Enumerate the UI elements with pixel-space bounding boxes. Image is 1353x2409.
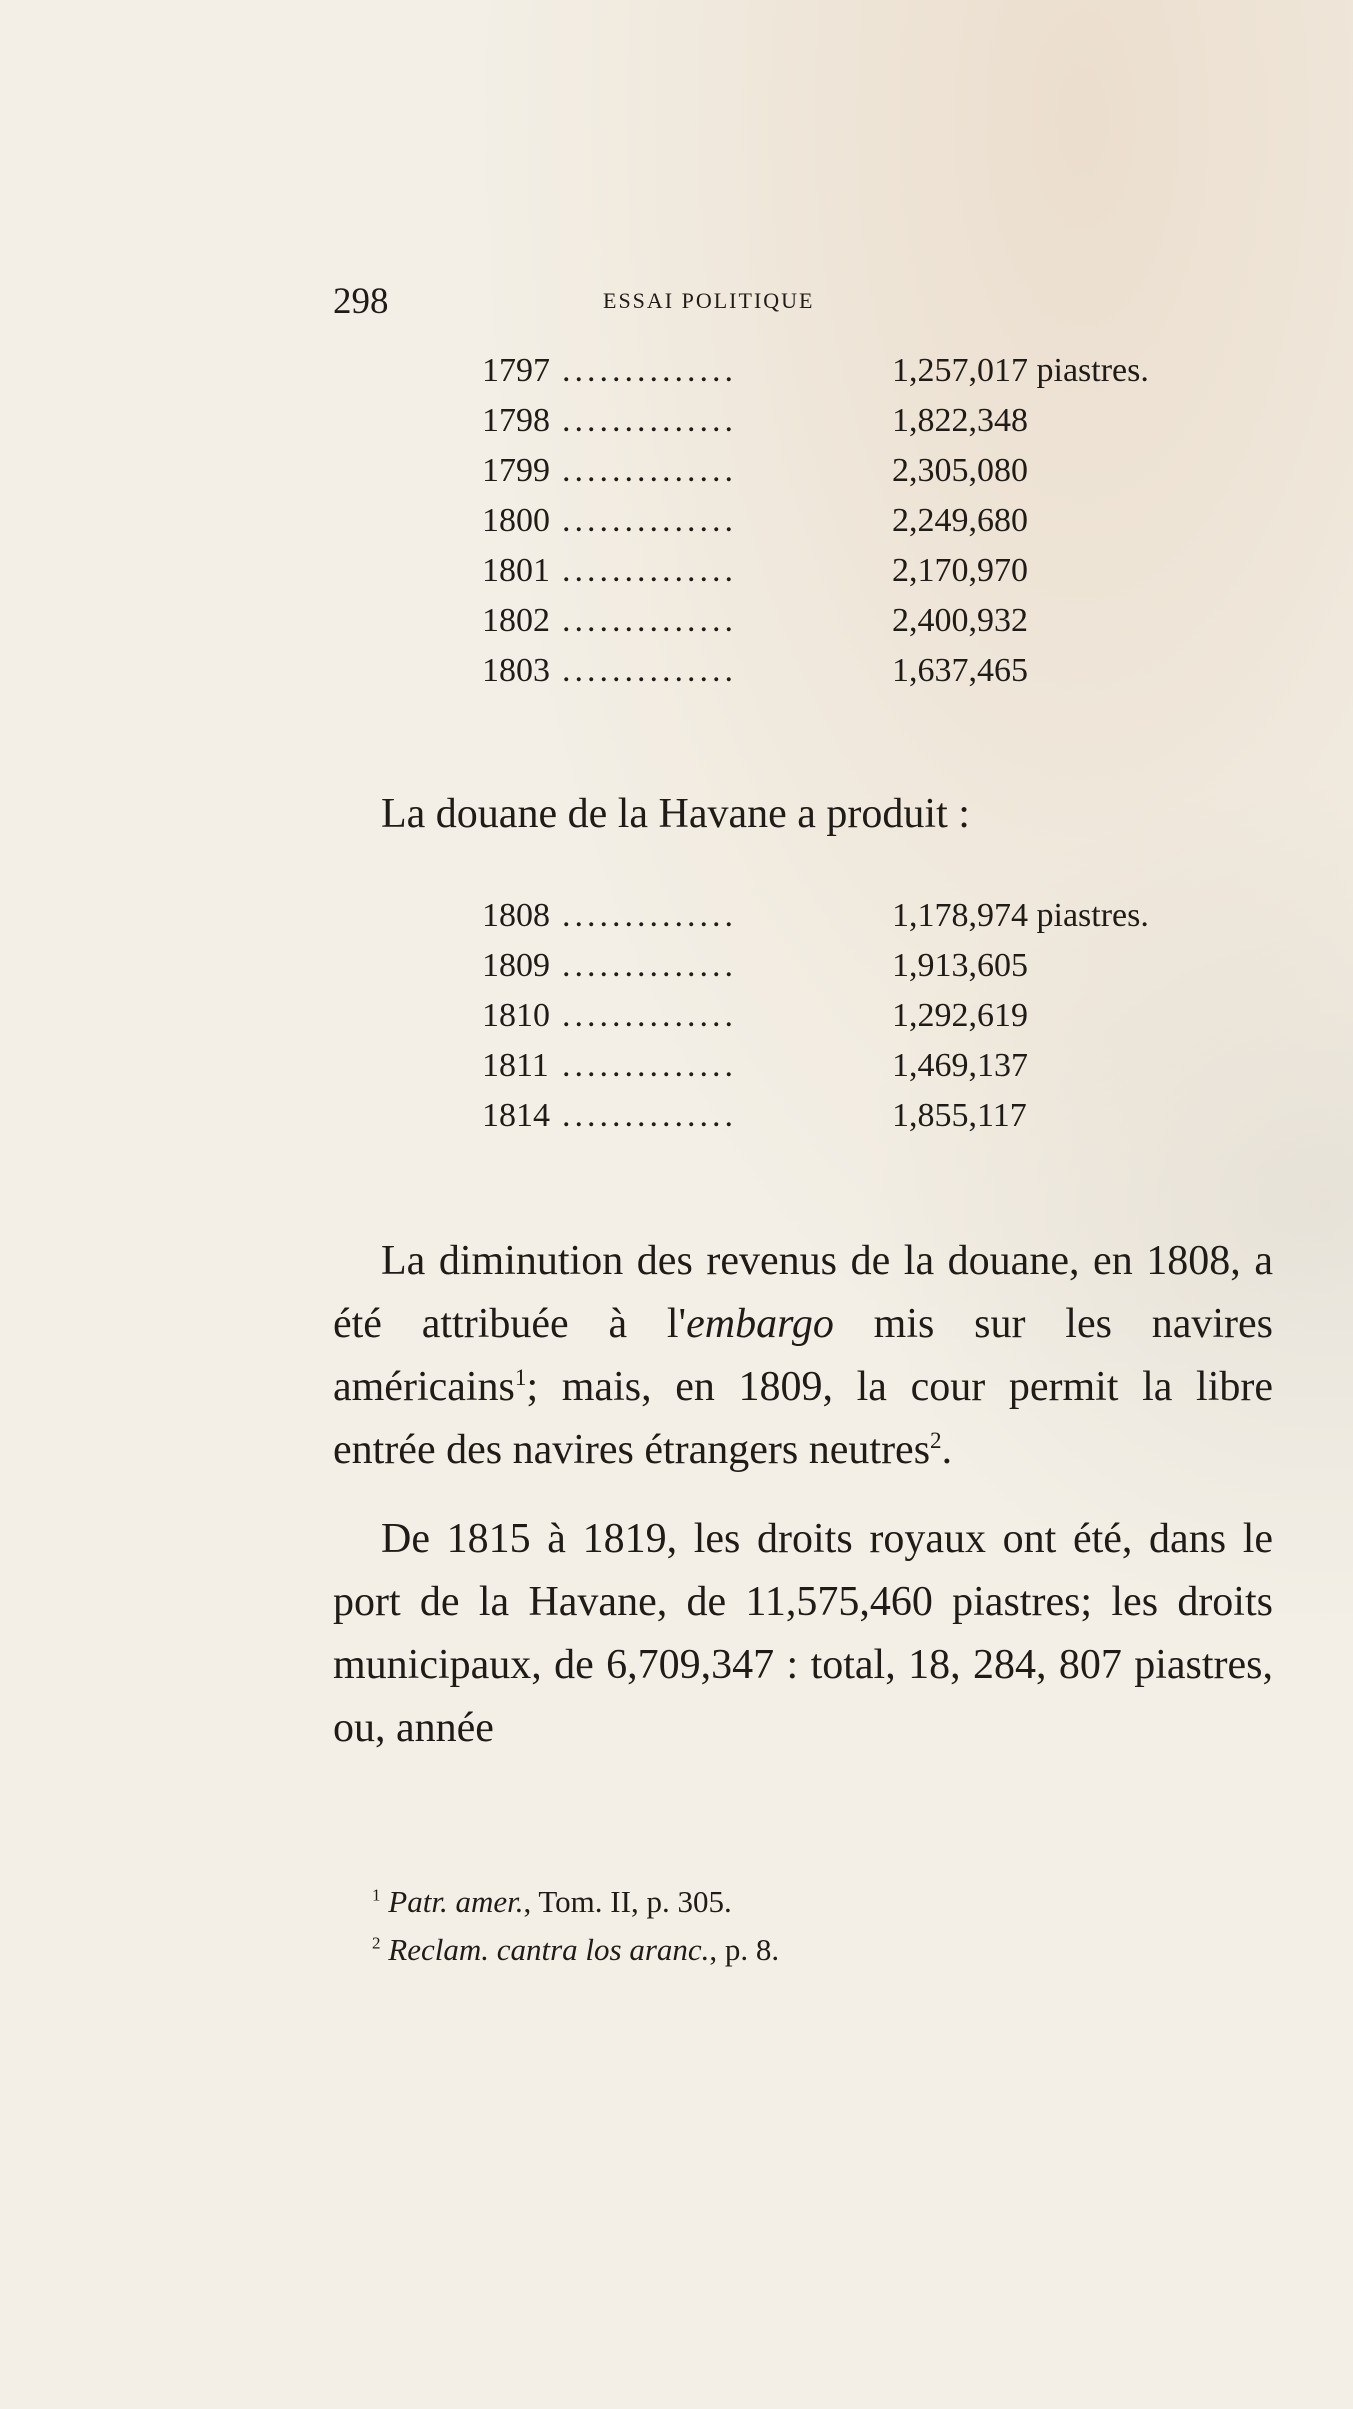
table-row	[482, 947, 1242, 997]
footnote-source: Patr. amer.	[388, 1884, 524, 1919]
revenue-table-2	[482, 897, 1242, 1147]
leader-dots: ..............	[562, 897, 737, 934]
section-subtitle: La douane de la Havane a produit :	[381, 791, 970, 837]
leader-dots: ..............	[562, 402, 737, 439]
footnote-number: 1	[372, 1885, 381, 1905]
value-cell: 1,913,605	[892, 947, 1028, 984]
value-cell: 1,257,017 piastres.	[892, 352, 1149, 389]
table-row	[482, 897, 1242, 947]
running-title: ESSAI POLITIQUE	[603, 288, 815, 313]
value-cell: 1,822,348	[892, 402, 1028, 439]
leader-dots: ..............	[562, 997, 737, 1034]
year-cell: 1801	[482, 552, 550, 589]
table-row	[482, 1097, 1242, 1147]
footnote	[372, 1878, 1232, 1926]
paragraph-text: De 1815 à 1819, les droits royaux ont été, dans le port de la Havane, de 11,575,460 piastres; les droits municipaux, de 6,709,347 : total, 18, 284, 807 piastres, ou, année	[333, 1516, 1273, 1751]
value-cell: 2,400,932	[892, 602, 1028, 639]
footnote-source: Reclam. cantra los aranc.	[388, 1932, 710, 1967]
table-row	[482, 452, 1242, 502]
value-cell: 1,855,117	[892, 1097, 1027, 1134]
table-row	[482, 997, 1242, 1047]
year-cell: 1802	[482, 602, 550, 639]
footnotes	[372, 1878, 1232, 1974]
table-row	[482, 502, 1242, 552]
value-cell: 2,249,680	[892, 502, 1028, 539]
value-cell: 1,469,137	[892, 1047, 1028, 1084]
page-number: 298	[333, 281, 389, 322]
year-cell: 1809	[482, 947, 550, 984]
table-row	[482, 402, 1242, 452]
table-row	[482, 602, 1242, 652]
year-cell: 1811	[482, 1047, 549, 1084]
leader-dots: ..............	[562, 652, 737, 689]
paragraph-text: La diminution des revenus de la douane, en 1808, a été attribuée à l'	[333, 1238, 1273, 1347]
table-row	[482, 552, 1242, 602]
footnote-text: , Tom. II, p. 305.	[523, 1884, 732, 1919]
year-cell: 1797	[482, 352, 550, 389]
leader-dots: ..............	[562, 1097, 737, 1134]
leader-dots: ..............	[562, 352, 737, 389]
paragraph-text: ; mais, en 1809, la cour permit la libre entrée des navires étrangers neutres	[333, 1364, 1273, 1473]
leader-dots: ..............	[562, 947, 737, 984]
footnote-text: , p. 8.	[709, 1932, 780, 1967]
paragraph-text: mis sur les navires américains	[333, 1301, 1274, 1410]
footnote	[372, 1926, 1232, 1974]
value-cell: 1,292,619	[892, 997, 1028, 1034]
leader-dots: ..............	[562, 552, 737, 589]
leader-dots: ..............	[562, 602, 737, 639]
leader-dots: ..............	[562, 502, 737, 539]
value-cell: 1,637,465	[892, 652, 1028, 689]
paragraph-customs-decline	[333, 1230, 1273, 1482]
value-cell: 1,178,974 piastres.	[892, 897, 1149, 934]
paragraph-text: .	[941, 1427, 953, 1473]
year-cell: 1799	[482, 452, 550, 489]
footnote-marker: 1	[514, 1364, 527, 1390]
year-cell: 1800	[482, 502, 550, 539]
page-header	[333, 280, 963, 320]
table-row	[482, 652, 1242, 702]
emphasis-text: embargo	[686, 1301, 834, 1347]
value-cell: 2,170,970	[892, 552, 1028, 589]
leader-dots: ..............	[562, 1047, 737, 1084]
table-row	[482, 1047, 1242, 1097]
year-cell: 1808	[482, 897, 550, 934]
year-cell: 1798	[482, 402, 550, 439]
year-cell: 1810	[482, 997, 550, 1034]
revenue-table-1	[482, 352, 1242, 702]
leader-dots: ..............	[562, 452, 737, 489]
year-cell: 1803	[482, 652, 550, 689]
value-cell: 2,305,080	[892, 452, 1028, 489]
year-cell: 1814	[482, 1097, 550, 1134]
footnote-marker: 2	[930, 1427, 942, 1453]
paragraph-royal-duties	[333, 1508, 1273, 1760]
table-row	[482, 352, 1242, 402]
footnote-number: 2	[372, 1933, 381, 1953]
